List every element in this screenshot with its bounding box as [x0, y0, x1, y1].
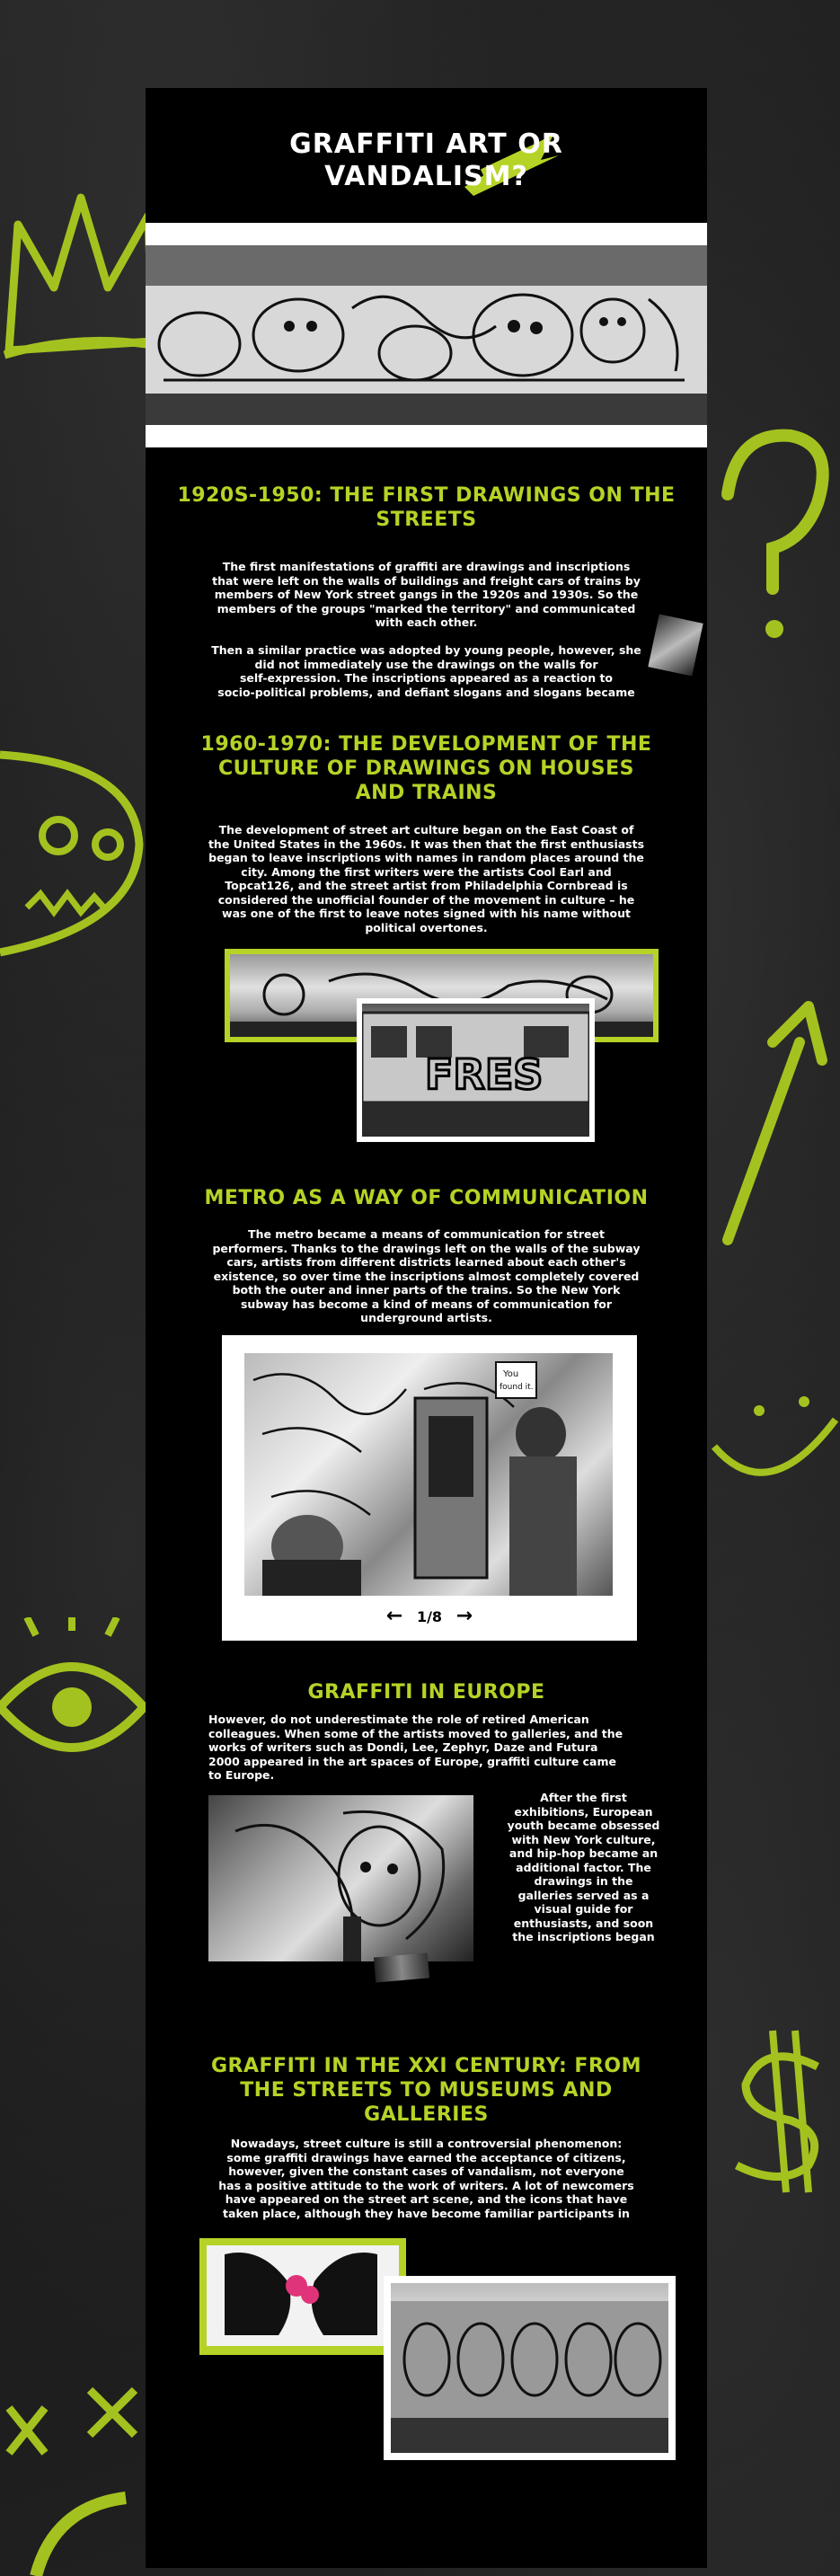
text-line: self-expression. The inscriptions appeared as a reaction to	[239, 671, 614, 685]
text-line: socio-political problems, and defiant slogans and slogans became	[217, 685, 635, 699]
text-line: enthusiasts, and soon	[513, 1916, 654, 1930]
text-line: After the first	[540, 1791, 627, 1804]
section-1920s-paragraph-2	[172, 643, 680, 699]
text-line: some graffiti drawings have earned the acceptance of citizens,	[226, 2150, 626, 2164]
dollar-doodle-icon	[710, 2022, 840, 2201]
tagged-metro-train-photo	[362, 1004, 589, 1137]
text-line: Then a similar practice was adopted by young people, however, she	[211, 643, 641, 657]
section-heading-xxi-century	[164, 2054, 689, 2127]
european-mural-photo	[208, 1795, 473, 1961]
heading-line: METRO AS A WAY OF COMMUNICATION	[204, 1187, 649, 1209]
photo-sign-line-1: You	[503, 1369, 519, 1379]
text-line: members of the groups "marked the territory" and communicated	[217, 601, 636, 615]
section-europe-paragraph-2	[478, 1791, 689, 1944]
text-line: 2000 appeared in the art spaces of Europe, graffiti culture came	[208, 1754, 616, 1768]
text-line: city. Among the first writers were the artists Cool Earl and	[241, 864, 612, 879]
text-line: however, given the constant cases of vandalism, not everyone	[228, 2164, 624, 2178]
text-line: the inscriptions began	[512, 1930, 655, 1943]
text-line: with New York culture,	[511, 1832, 656, 1846]
text-line: began to leave inscriptions with names in random places around the	[208, 851, 644, 864]
slider-prev-button[interactable]: ←	[385, 1605, 403, 1627]
text-line: underground artists.	[360, 1311, 492, 1324]
hero-image	[146, 223, 707, 447]
heading-line: THE STREETS TO MUSEUMS AND	[240, 2079, 613, 2102]
section-europe-paragraph-1	[208, 1713, 676, 1783]
skull-doodle-icon	[0, 737, 153, 970]
text-line: The first manifestations of graffiti are drawings and inscriptions	[222, 560, 631, 573]
title-line-1: GRAFFITI ART OR	[289, 128, 563, 160]
text-line: political overtones.	[365, 920, 488, 934]
metro-train-photo-frame	[357, 998, 595, 1142]
arrow-doodle-icon	[710, 988, 840, 1258]
text-line: subway has become a kind of means of communication for	[240, 1297, 613, 1311]
heading-line: 1960-1970: THE DEVELOPMENT OF THE	[200, 733, 652, 756]
text-line: visual guide for	[534, 1902, 633, 1916]
heading-line: GRAFFITI IN EUROPE	[307, 1681, 545, 1704]
text-line: Topcat126, and the street artist from Philadelphia Cornbread is	[225, 879, 628, 892]
text-line: to Europe.	[208, 1768, 275, 1782]
question-mark-doodle-icon	[710, 422, 840, 656]
slider-next-button[interactable]: →	[455, 1605, 473, 1627]
text-line: colleagues. When some of the artists moved to galleries, and the	[208, 1726, 623, 1740]
text-line: cars, artists from different districts learned about each other's	[226, 1255, 626, 1269]
text-line: and hip-hop became an	[508, 1846, 659, 1860]
section-1960s-paragraph	[172, 823, 680, 934]
text-line: performers. Thanks to the drawings left on the walls of the subway	[212, 1241, 641, 1255]
section-1920s-paragraph-1	[172, 560, 680, 630]
section-xxi-century-paragraph	[172, 2137, 680, 2220]
heading-line: GALLERIES	[364, 2103, 489, 2126]
small-photo-scrap	[648, 614, 703, 676]
text-line: with each other.	[375, 615, 478, 629]
title-area	[146, 124, 707, 205]
text-line: existence, so over time the inscriptions almost completely covered	[213, 1269, 640, 1283]
faces-mural-photo-frame	[384, 2276, 676, 2460]
title-line-2: VANDALISM?	[324, 161, 528, 192]
text-line: The metro became a means of communication for street	[248, 1227, 605, 1241]
text-line: the United States in the 1960s. It was then that the first enthusiasts	[208, 837, 645, 851]
text-line: considered the unofficial founder of the movement in culture – he	[217, 892, 635, 907]
section-heading-1920s	[164, 483, 689, 532]
heading-line: AND TRAINS	[355, 782, 498, 804]
heading-line: 1920S-1950: THE FIRST DRAWINGS ON THE	[177, 484, 676, 507]
smile-doodle-icon	[705, 1384, 840, 1500]
section-heading-europe	[164, 1680, 689, 1704]
text-line: taken place, although they have become familiar participants in	[223, 2206, 630, 2220]
text-line: did not immediately use the drawings on the walls for	[254, 657, 598, 671]
text-line: have appeared on the street art scene, and the icons that have	[225, 2192, 628, 2206]
cross-doodle-icon	[0, 2336, 148, 2576]
text-line: exhibitions, European	[514, 1804, 653, 1819]
heading-line: GRAFFITI IN THE XXI CENTURY: FROM	[211, 2055, 641, 2077]
text-line: Nowadays, street culture is still a controversial phenomenon:	[230, 2137, 623, 2150]
metro-slider[interactable]	[222, 1335, 637, 1641]
text-line: additional factor. The	[516, 1860, 651, 1874]
text-line: works of writers such as Dondi, Lee, Zephyr, Daze and Futura	[208, 1740, 598, 1754]
slider-counter: 1/8	[416, 1608, 443, 1625]
text-line: galleries served as a	[517, 1888, 650, 1902]
kissing-mural-photo-frame	[199, 2238, 406, 2355]
section-metro-paragraph	[172, 1227, 680, 1325]
section-heading-1960s	[164, 732, 689, 805]
text-line: has a positive attitude to the work of writers. A lot of newcomers	[218, 2178, 634, 2192]
faces-mural-photo	[391, 2283, 668, 2453]
heading-line: CULTURE OF DRAWINGS ON HOUSES	[218, 757, 634, 780]
text-line: youth became obsessed	[507, 1819, 660, 1832]
text-line: that were left on the walls of buildings and freight cars of trains by	[212, 573, 641, 588]
page-title	[146, 128, 707, 193]
heading-line: STREETS	[376, 509, 477, 531]
text-line: However, do not underestimate the role of retired American	[208, 1713, 589, 1726]
hero-graffiti-wall-photo	[146, 245, 707, 425]
section-heading-metro	[164, 1186, 689, 1210]
article-panel	[146, 88, 707, 2568]
photo-sign-line-2: found it.	[500, 1383, 534, 1392]
text-line: was one of the first to leave notes signed with his name without	[222, 907, 631, 920]
train-tag-text: FRES	[425, 1050, 544, 1099]
eye-doodle-icon	[0, 1617, 153, 1797]
subway-interior-photo	[244, 1353, 613, 1596]
text-line: drawings in the	[534, 1874, 633, 1888]
text-line: both the outer and inner parts of the trains. So the New York	[232, 1283, 621, 1297]
text-line: members of New York street gangs in the 1920s and 1930s. So the	[214, 588, 639, 601]
small-photo-scrap	[374, 1952, 429, 1982]
kissing-mural-photo	[207, 2245, 399, 2346]
slider-nav	[222, 1605, 637, 1627]
text-line: The development of street art culture began on the East Coast of	[218, 823, 634, 837]
